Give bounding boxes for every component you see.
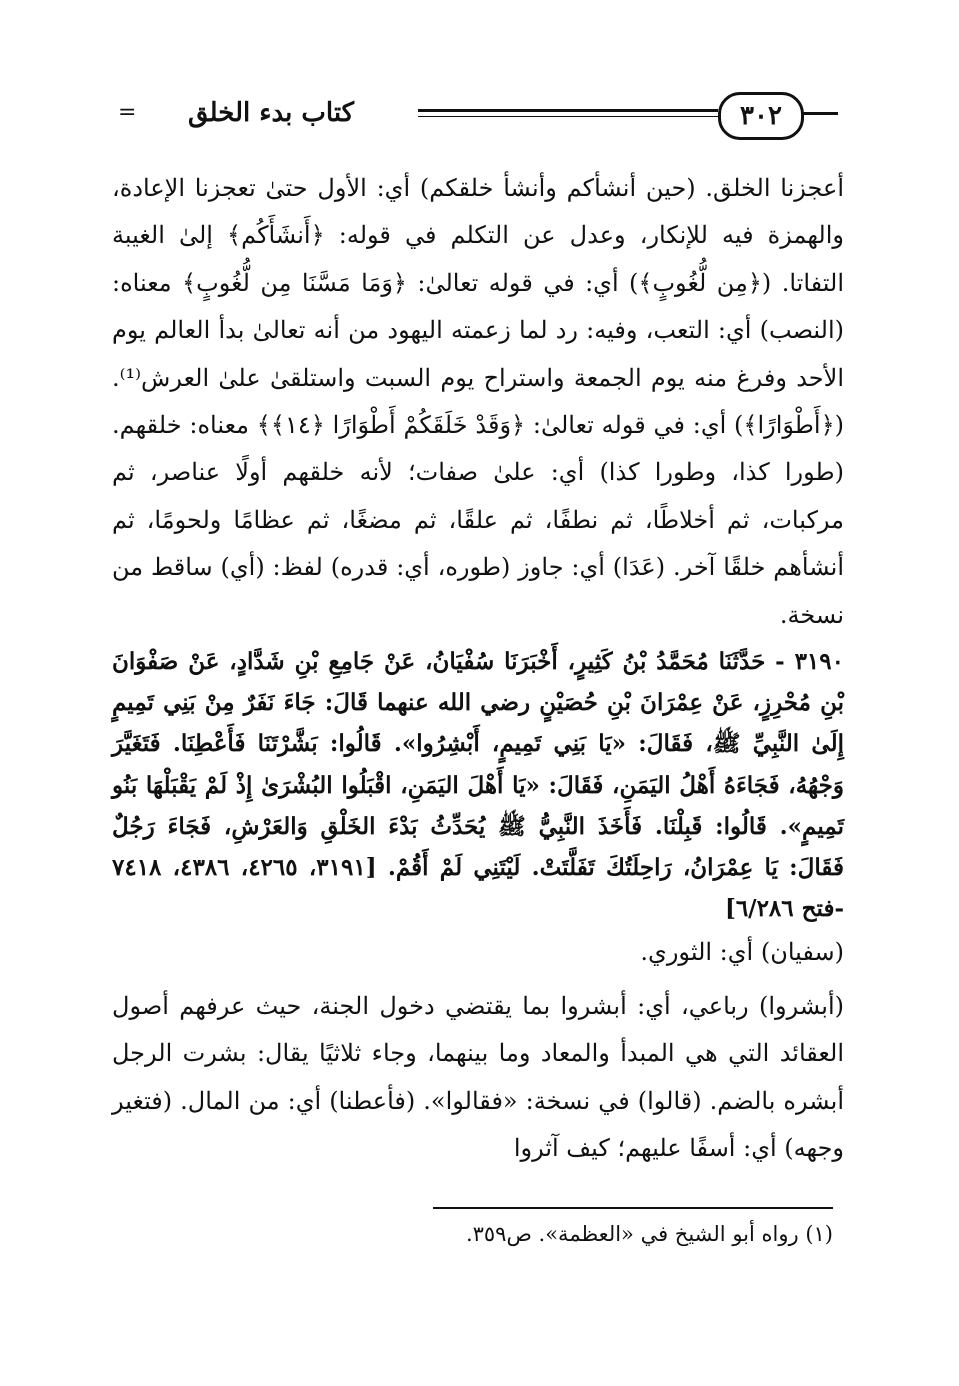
header-tail-rule bbox=[802, 112, 838, 115]
page-number: ٣٠٢ bbox=[718, 92, 804, 140]
hadith-text bbox=[112, 641, 844, 929]
header-mark: = bbox=[118, 100, 137, 125]
commentary-paragraph-2: (سفيان) أي: الثوري. bbox=[640, 938, 844, 967]
book-title: كتاب بدء الخلق bbox=[188, 98, 355, 128]
commentary-paragraph-1: أعجزنا الخلق. (حين أنشأكم وأنشأ خلقكم) أي: الأول حتىٰ تعجزنا الإعادة، والهمزة فيه للإنكار، وعدل عن التكلم في قوله: ﴿أَنشَأَكُم﴾ إلىٰ الغيبة التفاتا. (﴿مِن لُّغُوبٍ﴾) أي: في قوله تعالىٰ: ﴿وَمَا مَسَّنَا مِن لُّغُوبٍ﴾ معناه: (النصب) أي: التعب، وفيه: رد لما زعمته اليهود من أنه تعالىٰ بدأ العالم يوم الأحد وفرغ منه يوم الجمعة واستراح يوم السبت واستلقىٰ علىٰ العرش⁽¹⁾. (﴿أَطْوَارًا﴾) أي: في قوله تعالىٰ: ﴿وَقَدْ خَلَقَكُمْ أَطْوَارًا ﴿١٤﴾﴾ معناه: خلقهم. (طورا كذا، وطورا كذا) أي: علىٰ صفات؛ لأنه خلقهم أولًا عناصر، ثم مركبات، ثم أخلاطًا، ثم نطفًا، ثم علقًا، ثم مضغًا، ثم عظامًا ولحومًا، ثم أنشأهم خلقًا آخر. (عَدَا) أي: جاوز (طوره، أي: قدره) لفظ: (أي) ساقط من نسخة. bbox=[112, 174, 844, 629]
page-header bbox=[118, 92, 838, 142]
page-body bbox=[112, 165, 844, 1173]
footnote: (١) رواه أبو الشيخ في «العظمة». ص٣٥٩. bbox=[465, 1222, 833, 1246]
header-rule bbox=[418, 109, 718, 112]
header-rule-thin bbox=[418, 116, 718, 117]
hadith-body: ٣١٩٠ - حَدَّثَنَا مُحَمَّدُ بْنُ كَثِيرٍ، أَخْبَرَنَا سُفْيَانُ، عَنْ جَامِعِ بْنِ شَدَّادٍ، عَنْ صَفْوَانَ بْنِ مُحْرِزٍ، عَنْ عِمْرَانَ بْنِ حُصَيْنٍ رضي الله عنهما قَالَ: جَاءَ نَفَرٌ مِنْ بَنِي تَمِيمٍ إِلَىٰ النَّبِيِّ ﷺ، فَقَالَ: «يَا بَنِي تَمِيمٍ، أَبْشِرُوا». قَالُوا: بَشَّرْتَنَا فَأَعْطِنَا. فَتَغَيَّرَ وَجْهُهُ، فَجَاءَهُ أَهْلُ اليَمَنِ، فَقَالَ: «يَا أَهْلَ اليَمَنِ، اقْبَلُوا البُشْرَىٰ إِذْ لَمْ يَقْبَلْهَا بَنُو تَمِيمٍ». قَالُوا: قَبِلْنَا. فَأَخَذَ النَّبِيُّ ﷺ يُحَدِّثُ بَدْءَ الخَلْقِ وَالعَرْشِ، فَجَاءَ رَجُلٌ فَقَالَ: يَا عِمْرَانُ، رَاحِلَتُكَ تَفَلَّتَتْ. لَيْتَنِي لَمْ أَقُمْ. bbox=[112, 648, 845, 882]
hadith-reference: [٣١٩١، ٤٢٦٥، ٤٣٨٦، ٧٤١٨ -فتح ٦/٢٨٦] bbox=[112, 854, 844, 923]
commentary-paragraph-3: (أبشروا) رباعي، أي: أبشروا بما يقتضي دخول الجنة، حيث عرفهم أصول العقائد التي هي المبدأ والمعاد وما بينهما، وجاء ثلاثيًا يقال: بشرت الرجل أبشره بالضم. (قالوا) في نسخة: «فقالوا». (فأعطنا) أي: من المال. (فتغير وجهه) أي: أسفًا عليهم؛ كيف آثروا bbox=[112, 991, 844, 1163]
footnote-divider bbox=[433, 1207, 833, 1209]
